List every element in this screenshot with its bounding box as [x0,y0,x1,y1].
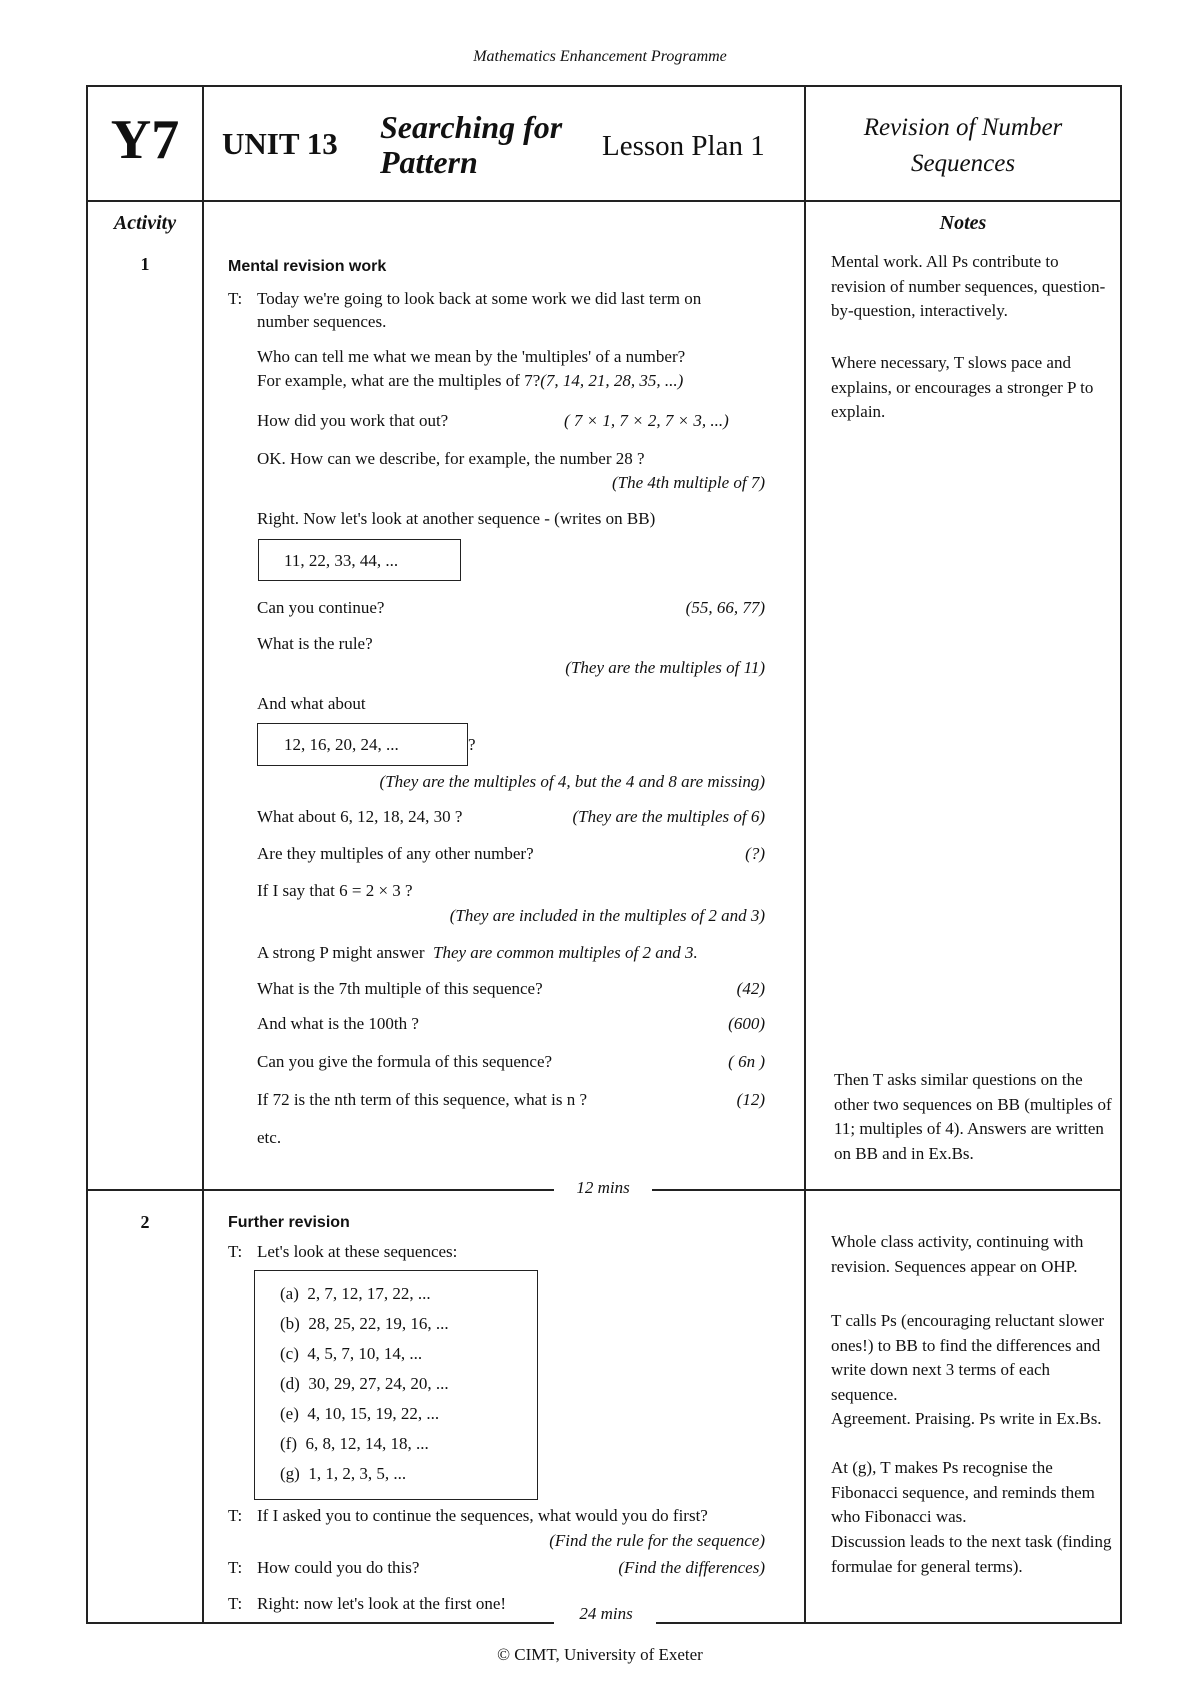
sequence-item [280,1463,449,1493]
answer-describe-28: (The 4th multiple of 7) [612,473,765,492]
question-formula: Can you give the formula of this sequence? [257,1052,553,1071]
answer-7th-multiple: (42) [736,979,765,998]
sequence-terms: 6, 8, 12, 14, 18, ... [305,1434,429,1453]
topic-line2: Sequences [910,150,1016,177]
question-multiples-line2 [257,370,683,392]
page-header: Mathematics Enhancement Programme [473,48,727,65]
sequence-label: (a) [280,1284,299,1303]
etc-text: etc. [257,1128,282,1147]
question-nth-term: If 72 is the nth term of this sequence, what is n ? [257,1090,588,1109]
sequence-label: (b) [280,1314,300,1333]
question-work-out: How did you work that out? [257,411,449,430]
answer-find-rule: (Find the rule for the sequence) [549,1531,765,1550]
sequence-terms: 28, 25, 22, 19, 16, ... [308,1314,449,1333]
answer-rule: (They are the multiples of 11) [565,658,765,677]
sequence-label: (f) [280,1434,297,1453]
question-continue: Can you continue? [257,598,385,617]
sequence-item [280,1403,449,1433]
answer-100th: (600) [728,1014,765,1033]
notes-column-heading: Notes [939,212,987,234]
activity-1-intro-line1: Today we're going to look back at some work we did last term on [257,289,702,308]
sequence-label: (d) [280,1374,300,1393]
sequence-label: (g) [280,1464,300,1483]
question-multiples-text: For example, what are the multiples of 7? [257,371,541,390]
sequence-terms: 4, 5, 7, 10, 14, ... [307,1344,423,1363]
question-how-could: How could you do this? [257,1558,420,1577]
question-another-sequence: Right. Now let's look at another sequence - (writes on BB) [257,509,656,528]
answer-find-differences: (Find the differences) [618,1558,765,1577]
activity-2-intro: Let's look at these sequences: [257,1242,458,1261]
sequence-terms: 30, 29, 27, 24, 20, ... [308,1374,449,1393]
sequence-4-terms: 12, 16, 20, 24, ... [284,735,399,754]
sequence-4-question-mark: ? [468,735,476,754]
activity-2-time: 24 mins [558,1603,654,1625]
strong-pupil-answer [257,942,698,964]
question-multiples-6: What about 6, 12, 18, 24, 30 ? [257,807,463,826]
sequence-item [280,1373,449,1403]
answer-multiples: (7, 14, 21, 28, 35, ...) [540,371,684,390]
sequence-terms: 2, 7, 12, 17, 22, ... [307,1284,431,1303]
activity-1-time: 12 mins [554,1177,652,1199]
sequence-item [280,1343,449,1373]
sequence-11-terms: 11, 22, 33, 44, ... [284,551,399,570]
sequence-list [280,1283,449,1493]
notes-1-slows-pace: Where necessary, T slows pace and explains, or encourages a stronger P to explain. [831,353,1094,421]
notes-2-fibonacci: At (g), T makes Ps recognise the Fibonacci sequence, and reminds them who Fibonacci was. [831,1458,1095,1526]
activity-1-number: 1 [140,254,150,274]
notes-2-discussion: Discussion leads to the next task (finding formulae for general terms). [831,1532,1112,1576]
unit-name-line1: Searching for [380,109,563,145]
sequence-terms: 1, 1, 2, 3, 5, ... [308,1464,407,1483]
notes-2-calls-ps: T calls Ps (encouraging reluctant slower ones!) to BB to find the differences and write down next 3 terms of each sequence. [831,1311,1105,1404]
teacher-label: T: [228,289,243,308]
sequence-item [280,1433,449,1463]
unit-label: UNIT 13 [222,126,338,161]
answer-continue: (55, 66, 77) [685,598,765,617]
year-label: Y7 [110,109,180,171]
question-7th-multiple: What is the 7th multiple of this sequence? [257,979,543,998]
answer-work-out: ( 7 × 1, 7 × 2, 7 × 3, ...) [564,411,729,430]
question-first-one: Right: now let's look at the first one! [257,1594,507,1613]
answer-2x3: (They are included in the multiples of 2 and 3) [449,906,765,925]
answer-formula: ( 6n ) [728,1052,765,1071]
strong-pupil-text: They are common multiples of 2 and 3. [432,943,698,962]
activity-2-number: 2 [140,1212,150,1232]
lesson-label: Lesson Plan 1 [602,130,765,162]
notes-1-similar-questions: Then T asks similar questions on the other two sequences on BB (multiples of 11; multiples of 4). Answers are written on BB and in Ex.Bs. [834,1070,1112,1163]
teacher-label-3: T: [228,1506,243,1525]
teacher-label-4: T: [228,1558,243,1577]
notes-2-agreement: Agreement. Praising. Ps write in Ex.Bs. [831,1409,1102,1428]
activity-1-heading: Mental revision work [228,258,387,275]
activity-1-intro-line2: number sequences. [257,312,387,331]
notes-1-mental-work: Mental work. All Ps contribute to revision of number sequences, question-by-question, interactively. [831,252,1106,320]
topic-line1: Revision of Number [863,114,1063,141]
question-rule: What is the rule? [257,634,373,653]
sequence-item [280,1283,449,1313]
question-2x3: If I say that 6 = 2 × 3 ? [257,881,413,900]
answer-multiples-of-4: (They are the multiples of 4, but the 4 and 8 are missing) [379,772,765,791]
question-describe-28: OK. How can we describe, for example, the number 28 ? [257,449,645,468]
notes-2-whole-class: Whole class activity, continuing with revision. Sequences appear on OHP. [831,1232,1084,1276]
sequence-label: (c) [280,1344,299,1363]
question-other-number: Are they multiples of any other number? [257,844,534,863]
teacher-label-5: T: [228,1594,243,1613]
answer-multiples-6: (They are the multiples of 6) [572,807,765,826]
question-continue-sequences: If I asked you to continue the sequences, what would you do first? [257,1506,708,1525]
unit-name-line2: Pattern [380,144,478,180]
strong-pupil-label: A strong P might answer [257,943,425,962]
activity-column-heading: Activity [113,212,177,234]
question-multiples-line1: Who can tell me what we mean by the 'multiples' of a number? [257,347,686,366]
activity-2-heading: Further revision [228,1214,350,1231]
teacher-label-2: T: [228,1242,243,1261]
answer-nth-term: (12) [736,1090,765,1109]
answer-other-number: (?) [745,844,765,863]
question-100th: And what is the 100th ? [257,1014,419,1033]
sequence-terms: 4, 10, 15, 19, 22, ... [307,1404,440,1423]
sequence-item [280,1313,449,1343]
sequence-label: (e) [280,1404,299,1423]
page-footer: © CIMT, University of Exeter [497,1645,703,1664]
question-what-about: And what about [257,694,366,713]
